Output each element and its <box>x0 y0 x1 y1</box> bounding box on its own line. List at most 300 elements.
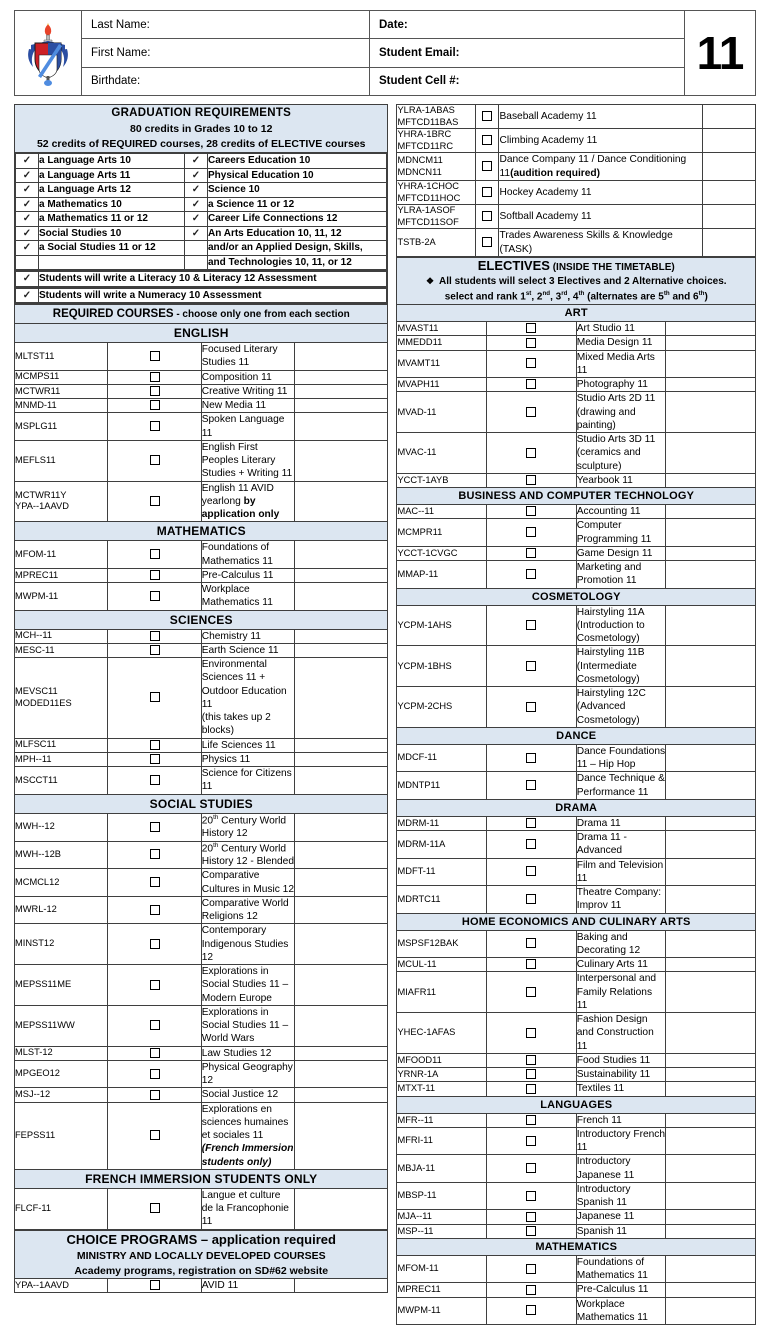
course-row[interactable] <box>15 896 388 924</box>
course-rank-cell[interactable] <box>666 350 756 378</box>
course-row[interactable] <box>15 1046 388 1060</box>
course-row[interactable] <box>15 813 388 841</box>
course-rank-cell[interactable] <box>295 583 388 611</box>
checkbox-icon[interactable] <box>526 894 536 904</box>
course-row[interactable] <box>15 752 388 766</box>
course-checkbox[interactable] <box>108 965 201 1006</box>
course-checkbox[interactable] <box>487 392 577 433</box>
checkbox-icon[interactable] <box>526 818 536 828</box>
course-row[interactable] <box>15 413 388 441</box>
course-rank-cell[interactable] <box>703 180 756 204</box>
checkbox-icon[interactable] <box>526 448 536 458</box>
course-rank-cell[interactable] <box>295 370 388 384</box>
course-row[interactable] <box>397 1255 756 1283</box>
checkbox-icon[interactable] <box>526 1212 536 1222</box>
course-checkbox[interactable] <box>476 229 499 257</box>
course-row[interactable] <box>397 1210 756 1224</box>
course-rank-cell[interactable] <box>703 105 756 129</box>
course-checkbox[interactable] <box>487 958 577 972</box>
checkbox-icon[interactable] <box>526 527 536 537</box>
course-row[interactable] <box>397 1053 756 1067</box>
course-rank-cell[interactable] <box>703 129 756 153</box>
course-rank-cell[interactable] <box>666 1068 756 1082</box>
checkbox-icon[interactable] <box>526 620 536 630</box>
course-rank-cell[interactable] <box>295 841 388 869</box>
course-rank-cell[interactable] <box>666 1013 756 1054</box>
course-checkbox[interactable] <box>487 744 577 772</box>
course-rank-cell[interactable] <box>666 972 756 1013</box>
checkbox-icon[interactable] <box>150 754 160 764</box>
course-row[interactable] <box>397 205 756 229</box>
course-checkbox[interactable] <box>487 505 577 519</box>
course-row[interactable] <box>15 869 388 897</box>
checkbox-icon[interactable] <box>526 1069 536 1079</box>
course-checkbox[interactable] <box>487 1113 577 1127</box>
course-row[interactable] <box>397 350 756 378</box>
course-row[interactable] <box>397 473 756 487</box>
header-right-fields <box>370 11 685 95</box>
checkbox-icon[interactable] <box>482 161 492 171</box>
course-checkbox[interactable] <box>487 1013 577 1054</box>
course-row[interactable] <box>15 399 388 413</box>
birthdate-field[interactable]: Birthdate: <box>82 67 369 95</box>
course-checkbox[interactable] <box>108 629 201 643</box>
course-rank-cell[interactable] <box>295 440 388 481</box>
course-checkbox[interactable] <box>487 473 577 487</box>
course-checkbox[interactable] <box>108 752 201 766</box>
course-row[interactable] <box>397 831 756 859</box>
course-row[interactable] <box>15 583 388 611</box>
course-row[interactable] <box>397 930 756 958</box>
checkbox-icon[interactable] <box>150 1048 160 1058</box>
course-checkbox[interactable] <box>108 1060 201 1088</box>
course-rank-cell[interactable] <box>703 153 756 181</box>
course-checkbox[interactable] <box>487 1127 577 1155</box>
course-checkbox[interactable] <box>108 1279 201 1293</box>
course-rank-cell[interactable] <box>295 1088 388 1102</box>
course-checkbox[interactable] <box>476 180 499 204</box>
course-checkbox[interactable] <box>487 858 577 886</box>
course-rank-cell[interactable] <box>666 646 756 687</box>
course-checkbox[interactable] <box>487 1182 577 1210</box>
course-row[interactable] <box>397 1068 756 1082</box>
course-rank-cell[interactable] <box>295 1060 388 1088</box>
course-row[interactable] <box>15 965 388 1006</box>
course-checkbox[interactable] <box>487 1224 577 1238</box>
checkbox-icon[interactable] <box>150 455 160 465</box>
course-row[interactable] <box>397 519 756 547</box>
checkbox-icon[interactable] <box>150 822 160 832</box>
checkbox-icon[interactable] <box>482 237 492 247</box>
checkbox-icon[interactable] <box>526 1191 536 1201</box>
checkbox-icon[interactable] <box>526 987 536 997</box>
course-checkbox[interactable] <box>487 1255 577 1283</box>
course-rank-cell[interactable] <box>666 1053 756 1067</box>
course-checkbox[interactable] <box>487 687 577 728</box>
course-rank-cell[interactable] <box>295 384 388 398</box>
course-checkbox[interactable] <box>108 841 201 869</box>
checkbox-icon[interactable] <box>526 1055 536 1065</box>
course-rank-cell[interactable] <box>295 1102 388 1169</box>
course-rank-cell[interactable] <box>295 896 388 924</box>
course-rank-cell[interactable] <box>666 392 756 433</box>
course-row[interactable] <box>15 767 388 795</box>
course-row[interactable] <box>15 1088 388 1102</box>
course-checkbox[interactable] <box>487 378 577 392</box>
checkbox-icon[interactable] <box>526 839 536 849</box>
course-code: MFOOD11 <box>397 1053 487 1067</box>
course-code: MDRM-11 <box>397 816 487 830</box>
checkbox-icon[interactable] <box>150 692 160 702</box>
checkbox-icon[interactable] <box>526 323 536 333</box>
checkbox-icon[interactable] <box>526 569 536 579</box>
course-row[interactable] <box>397 646 756 687</box>
course-rank-cell[interactable] <box>295 813 388 841</box>
checkbox-icon[interactable] <box>526 358 536 368</box>
course-checkbox[interactable] <box>108 869 201 897</box>
course-checkbox[interactable] <box>487 322 577 336</box>
course-row[interactable] <box>397 561 756 589</box>
course-rank-cell[interactable] <box>295 1046 388 1060</box>
course-rank-cell[interactable] <box>295 752 388 766</box>
course-row[interactable] <box>15 1060 388 1088</box>
course-row[interactable] <box>397 322 756 336</box>
course-rank-cell[interactable] <box>703 205 756 229</box>
course-rank-cell[interactable] <box>666 930 756 958</box>
checkbox-icon[interactable] <box>150 645 160 655</box>
checkbox-icon[interactable] <box>526 938 536 948</box>
course-checkbox[interactable] <box>108 568 201 582</box>
course-rank-cell[interactable] <box>295 1005 388 1046</box>
course-checkbox[interactable] <box>487 546 577 560</box>
checkbox-icon[interactable] <box>150 421 160 431</box>
course-checkbox[interactable] <box>108 343 201 371</box>
checkbox-icon[interactable] <box>526 1226 536 1236</box>
course-row[interactable] <box>15 568 388 582</box>
course-checkbox[interactable] <box>108 896 201 924</box>
course-rank-cell[interactable] <box>295 541 388 569</box>
course-rank-cell[interactable] <box>666 831 756 859</box>
course-rank-cell[interactable] <box>666 1127 756 1155</box>
checkbox-icon[interactable] <box>150 740 160 750</box>
checkbox-icon[interactable] <box>150 775 160 785</box>
course-rank-cell[interactable] <box>666 958 756 972</box>
student-cell-field[interactable]: Student Cell #: <box>370 67 684 95</box>
course-checkbox[interactable] <box>108 813 201 841</box>
course-rank-cell[interactable] <box>666 1224 756 1238</box>
checkbox-icon[interactable] <box>150 939 160 949</box>
course-rank-cell[interactable] <box>295 965 388 1006</box>
course-rank-cell[interactable] <box>666 1082 756 1096</box>
checkbox-icon[interactable] <box>526 702 536 712</box>
course-row[interactable] <box>397 129 756 153</box>
course-checkbox[interactable] <box>108 370 201 384</box>
course-checkbox[interactable] <box>108 738 201 752</box>
checkbox-icon[interactable] <box>526 753 536 763</box>
course-rank-cell[interactable] <box>295 643 388 657</box>
course-row[interactable] <box>397 1297 756 1325</box>
course-name: Life Sciences 11 <box>201 738 294 752</box>
course-checkbox[interactable] <box>487 561 577 589</box>
course-row[interactable] <box>15 924 388 965</box>
course-rank-cell[interactable] <box>666 378 756 392</box>
course-rank-cell[interactable] <box>295 629 388 643</box>
course-checkbox[interactable] <box>476 129 499 153</box>
course-row[interactable] <box>15 1279 388 1293</box>
course-rank-cell[interactable] <box>666 433 756 474</box>
course-row[interactable] <box>397 744 756 772</box>
course-row[interactable] <box>15 481 388 522</box>
checkbox-icon[interactable] <box>526 506 536 516</box>
course-checkbox[interactable] <box>487 1210 577 1224</box>
course-row[interactable] <box>397 105 756 129</box>
checkbox-icon[interactable] <box>150 1130 160 1140</box>
course-checkbox[interactable] <box>487 1283 577 1297</box>
course-checkbox[interactable] <box>108 1102 201 1169</box>
course-rank-cell[interactable] <box>295 767 388 795</box>
course-checkbox[interactable] <box>108 481 201 522</box>
course-row[interactable] <box>397 886 756 914</box>
course-rank-cell[interactable] <box>666 744 756 772</box>
course-rank-cell[interactable] <box>666 772 756 800</box>
course-checkbox[interactable] <box>487 1297 577 1325</box>
course-row[interactable] <box>15 1188 388 1229</box>
course-code: YLRA-1ABAS MFTCD11BAS <box>397 105 476 129</box>
student-email-field[interactable]: Student Email: <box>370 38 684 66</box>
course-checkbox[interactable] <box>487 605 577 646</box>
checkbox-icon[interactable] <box>150 351 160 361</box>
course-checkbox[interactable] <box>108 384 201 398</box>
course-rank-cell[interactable] <box>666 1210 756 1224</box>
course-code: MWPM-11 <box>397 1297 487 1325</box>
course-rank-cell[interactable] <box>666 473 756 487</box>
course-rank-cell[interactable] <box>295 399 388 413</box>
course-row[interactable] <box>397 1224 756 1238</box>
date-field[interactable]: Date: <box>379 18 408 31</box>
course-row[interactable] <box>397 772 756 800</box>
course-row[interactable] <box>15 658 388 739</box>
course-checkbox[interactable] <box>487 831 577 859</box>
course-checkbox[interactable] <box>108 1088 201 1102</box>
course-checkbox[interactable] <box>108 541 201 569</box>
course-rank-cell[interactable] <box>295 1279 388 1293</box>
course-rank-cell[interactable] <box>295 738 388 752</box>
course-checkbox[interactable] <box>487 886 577 914</box>
course-row[interactable] <box>397 180 756 204</box>
checkbox-icon[interactable] <box>150 549 160 559</box>
course-row[interactable] <box>15 440 388 481</box>
checkbox-icon[interactable] <box>526 548 536 558</box>
course-checkbox[interactable] <box>108 440 201 481</box>
course-rank-cell[interactable] <box>666 858 756 886</box>
course-row[interactable] <box>15 643 388 657</box>
checkbox-icon[interactable] <box>526 1305 536 1315</box>
course-rank-cell[interactable] <box>666 322 756 336</box>
course-row[interactable] <box>15 370 388 384</box>
course-rank-cell[interactable] <box>666 1155 756 1183</box>
checkbox-icon[interactable] <box>526 780 536 790</box>
course-row[interactable] <box>15 384 388 398</box>
course-row[interactable] <box>397 1082 756 1096</box>
course-checkbox[interactable] <box>487 816 577 830</box>
course-rank-cell[interactable] <box>666 1182 756 1210</box>
checkbox-icon[interactable] <box>150 372 160 382</box>
course-rank-cell[interactable] <box>703 229 756 257</box>
checkbox-icon[interactable] <box>482 211 492 221</box>
course-checkbox[interactable] <box>487 930 577 958</box>
course-row[interactable] <box>397 378 756 392</box>
checkbox-icon[interactable] <box>482 111 492 121</box>
course-row[interactable] <box>397 505 756 519</box>
course-rank-cell[interactable] <box>295 568 388 582</box>
checkbox-icon[interactable] <box>150 386 160 396</box>
course-row[interactable] <box>15 841 388 869</box>
course-row[interactable] <box>397 229 756 257</box>
course-row[interactable] <box>397 1127 756 1155</box>
course-checkbox[interactable] <box>487 1053 577 1067</box>
checkbox-icon[interactable] <box>526 475 536 485</box>
checkbox-icon[interactable] <box>526 1264 536 1274</box>
course-checkbox[interactable] <box>487 972 577 1013</box>
last-name-field[interactable]: Last Name: <box>91 18 150 31</box>
course-row[interactable] <box>397 153 756 181</box>
course-rank-cell[interactable] <box>666 561 756 589</box>
checkbox-icon[interactable] <box>526 866 536 876</box>
course-checkbox[interactable] <box>487 433 577 474</box>
course-checkbox[interactable] <box>108 583 201 611</box>
checkbox-icon[interactable] <box>150 905 160 915</box>
course-row[interactable] <box>15 738 388 752</box>
course-rank-cell[interactable] <box>666 687 756 728</box>
checkbox-icon[interactable] <box>526 1163 536 1173</box>
checkbox-icon[interactable] <box>526 407 536 417</box>
checkbox-icon[interactable] <box>526 1136 536 1146</box>
course-checkbox[interactable] <box>476 153 499 181</box>
course-rank-cell[interactable] <box>666 605 756 646</box>
checkbox-icon[interactable] <box>150 570 160 580</box>
course-rank-cell[interactable] <box>666 336 756 350</box>
course-checkbox[interactable] <box>487 519 577 547</box>
course-rank-cell[interactable] <box>666 546 756 560</box>
checkbox-icon[interactable] <box>150 849 160 859</box>
checkbox-icon[interactable] <box>150 631 160 641</box>
course-row[interactable] <box>15 343 388 371</box>
checkbox-icon[interactable] <box>150 1069 160 1079</box>
checkbox-icon[interactable] <box>150 980 160 990</box>
course-rank-cell[interactable] <box>295 1188 388 1229</box>
course-checkbox[interactable] <box>487 1068 577 1082</box>
course-row[interactable] <box>397 433 756 474</box>
course-rank-cell[interactable] <box>295 924 388 965</box>
checkbox-icon[interactable] <box>150 1203 160 1213</box>
diamond-icon: ❖ <box>425 275 435 286</box>
course-row[interactable] <box>397 1013 756 1054</box>
course-row[interactable] <box>15 1005 388 1046</box>
course-checkbox[interactable] <box>487 1082 577 1096</box>
course-checkbox[interactable] <box>476 105 499 129</box>
course-checkbox[interactable] <box>108 399 201 413</box>
checkbox-icon[interactable] <box>150 591 160 601</box>
checkbox-icon[interactable] <box>150 400 160 410</box>
course-checkbox[interactable] <box>487 350 577 378</box>
course-rank-cell[interactable] <box>666 1283 756 1297</box>
course-checkbox[interactable] <box>476 205 499 229</box>
course-row[interactable] <box>15 629 388 643</box>
checkbox-icon[interactable] <box>150 877 160 887</box>
first-name-field[interactable]: First Name: <box>82 38 369 66</box>
checkbox-icon[interactable] <box>526 1115 536 1125</box>
course-row[interactable] <box>397 1113 756 1127</box>
course-row[interactable] <box>15 541 388 569</box>
course-rank-cell[interactable] <box>666 886 756 914</box>
course-checkbox[interactable] <box>108 1188 201 1229</box>
course-row[interactable] <box>397 972 756 1013</box>
course-checkbox[interactable] <box>108 413 201 441</box>
course-name: 20th Century World History 12 <box>201 813 294 841</box>
checkbox-icon[interactable] <box>150 1090 160 1100</box>
course-row[interactable] <box>397 687 756 728</box>
course-rank-cell[interactable] <box>666 1297 756 1325</box>
course-rank-cell[interactable] <box>295 658 388 739</box>
checkbox-icon[interactable] <box>150 1020 160 1030</box>
course-checkbox[interactable] <box>108 924 201 965</box>
course-rank-cell[interactable] <box>295 869 388 897</box>
course-name: Focused Literary Studies 11 <box>201 343 294 371</box>
course-row[interactable] <box>397 1155 756 1183</box>
course-row[interactable] <box>15 1102 388 1169</box>
course-checkbox[interactable] <box>487 336 577 350</box>
course-row[interactable] <box>397 816 756 830</box>
checkbox-icon[interactable] <box>150 1280 160 1290</box>
checkbox-icon[interactable] <box>526 379 536 389</box>
checkbox-icon[interactable] <box>526 1084 536 1094</box>
course-rank-cell[interactable] <box>666 816 756 830</box>
course-rank-cell[interactable] <box>666 519 756 547</box>
course-rank-cell[interactable] <box>295 413 388 441</box>
checkbox-icon[interactable] <box>482 187 492 197</box>
course-checkbox[interactable] <box>108 658 201 739</box>
course-rank-cell[interactable] <box>295 481 388 522</box>
course-rank-cell[interactable] <box>295 343 388 371</box>
checkbox-icon[interactable] <box>526 959 536 969</box>
course-rank-cell[interactable] <box>666 1255 756 1283</box>
course-checkbox[interactable] <box>487 646 577 687</box>
course-rank-cell[interactable] <box>666 505 756 519</box>
course-row[interactable] <box>397 1182 756 1210</box>
checkbox-icon[interactable] <box>526 1285 536 1295</box>
course-row[interactable] <box>397 1283 756 1297</box>
checkbox-icon[interactable] <box>150 496 160 506</box>
checkbox-icon[interactable] <box>526 338 536 348</box>
course-checkbox[interactable] <box>108 1005 201 1046</box>
checkbox-icon[interactable] <box>482 135 492 145</box>
course-row[interactable] <box>397 546 756 560</box>
checkbox-icon[interactable] <box>526 661 536 671</box>
checkbox-icon[interactable] <box>526 1028 536 1038</box>
course-row[interactable] <box>397 858 756 886</box>
course-checkbox[interactable] <box>487 1155 577 1183</box>
course-name: Science for Citizens 11 <box>201 767 294 795</box>
course-row[interactable] <box>397 336 756 350</box>
course-row[interactable] <box>397 958 756 972</box>
course-rank-cell[interactable] <box>666 1113 756 1127</box>
course-checkbox[interactable] <box>108 643 201 657</box>
course-row[interactable] <box>397 605 756 646</box>
course-row[interactable] <box>397 392 756 433</box>
course-checkbox[interactable] <box>108 1046 201 1060</box>
course-checkbox[interactable] <box>108 767 201 795</box>
course-checkbox[interactable] <box>487 772 577 800</box>
